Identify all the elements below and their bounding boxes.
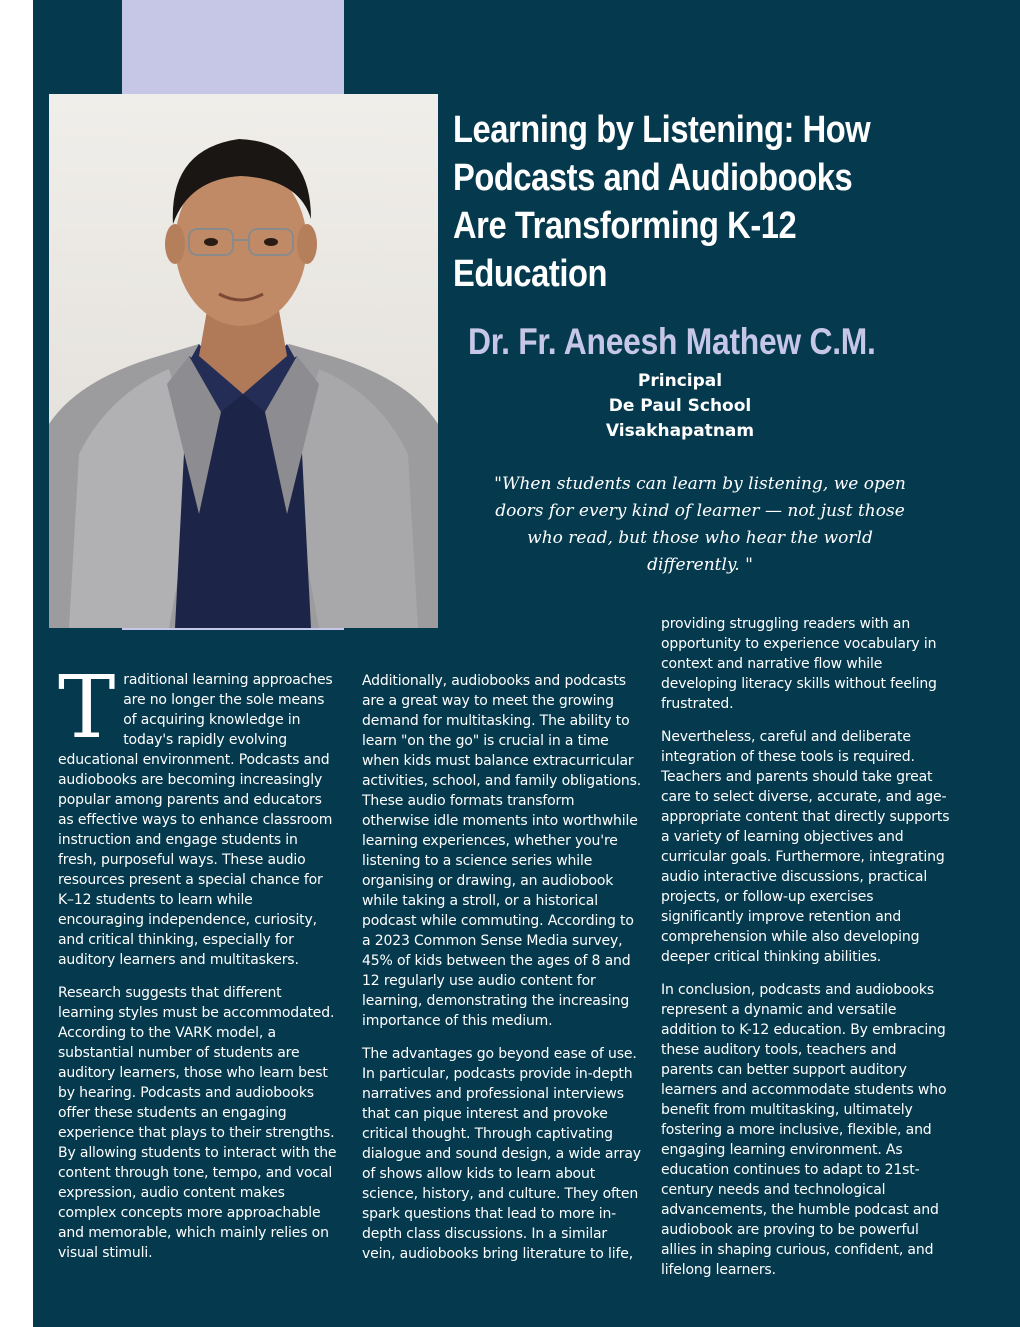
- author-portrait: [49, 94, 438, 628]
- body-paragraph: Additionally, audiobooks and podcasts are a great way to meet the growing demand for multitasking. The ability to learn "on the go" is crucial in a time when kids must balance extracurricular activities, school, and family obligations. These audio formats transform otherwise idle moments into worthwhile learning experiences, whether you're listening to a science series while organising or drawing, an audiobook while taking a stroll, or a historical podcast while commuting. According to a 2023 Common Sense Media survey, 45% of kids between the ages of 8 and 12 regularly use audio content for learning, demonstrating the increasing importance of this medium.: [362, 673, 642, 1029]
- author-credentials: [560, 369, 800, 444]
- body-paragraph: Research suggests that different learning styles must be accommodated. According to the VARK model, a substantial number of students are auditory learners, those who learn best by hearing. Podcasts and audiobooks offer these students an engaging experience that plays to their strengths. By allowing students to interact with the content through tone, tempo, and vocal expression, audio content makes complex concepts more approachable and memorable, which mainly relies on visual stimuli.: [58, 985, 337, 1261]
- body-paragraph: Nevertheless, careful and deliberate integration of these tools is required. Teachers and parents should take great care to select diverse, accurate, and age-appropriate content that directly supports a variety of learning objectives and curricular goals. Furthermore, integrating audio interactive discussions, practical projects, or follow-up exercises significantly improve retention and comprehension while also developing deeper critical thinking abilities.: [661, 729, 950, 965]
- author-name: Dr. Fr. Aneesh Mathew C.M.: [468, 321, 876, 362]
- body-column-3: [661, 614, 951, 1293]
- author-city: Visakhapatnam: [605, 421, 755, 441]
- body-paragraph: Traditional learning approaches are no longer the sole means of acquiring knowledge in today's rapidly evolving educational environment. Podcasts and audiobooks are becoming increasingly popular among parents and educators as effective ways to enhance classroom instruction and engage students in fresh, purposeful ways. These audio resources present a special chance for K–12 students to learn while encouraging independence, curiosity, and critical thinking, especially for auditory learners and multitaskers.: [58, 658, 333, 968]
- article-title: Learning by Listening: How Podcasts and Audiobooks Are Transforming K-12 Education: [453, 109, 871, 295]
- drop-cap: T: [58, 658, 116, 758]
- body-column-2: [362, 671, 644, 1277]
- body-paragraph: In conclusion, podcasts and audiobooks represent a dynamic and versatile addition to K-12 education. By embracing these auditory tools, teachers and parents can better support auditory learners and accommodate students who benefit from multitasking, ultimately fostering a more inclusive, flexible, and engaging learning environment. As education continues to adapt to 21st-century needs and technological advancements, the humble podcast and audiobook are proving to be powerful allies in shaping curious, confident, and lifelong learners.: [661, 982, 947, 1278]
- body-column-1: [58, 658, 338, 1276]
- author-institution: De Paul School: [608, 396, 752, 416]
- pull-quote: "When students can learn by listening, we open doors for every kind of learner — not just those who read, but those who hear the world differently. ": [494, 474, 906, 575]
- author-role: Principal: [637, 371, 723, 391]
- body-paragraph: The advantages go beyond ease of use. In particular, podcasts provide in-depth narratives and professional interviews that can pique interest and provoke critical thought. Through captivating dialogue and sound design, a wide array of shows allow kids to learn about science, history, and culture. They often spark questions that lead to more in-depth class discussions. In a similar vein, audiobooks bring literature to life,: [362, 1046, 641, 1262]
- body-paragraph: providing struggling readers with an opportunity to experience vocabulary in context and narrative flow while developing literacy skills without feeling frustrated.: [661, 616, 937, 712]
